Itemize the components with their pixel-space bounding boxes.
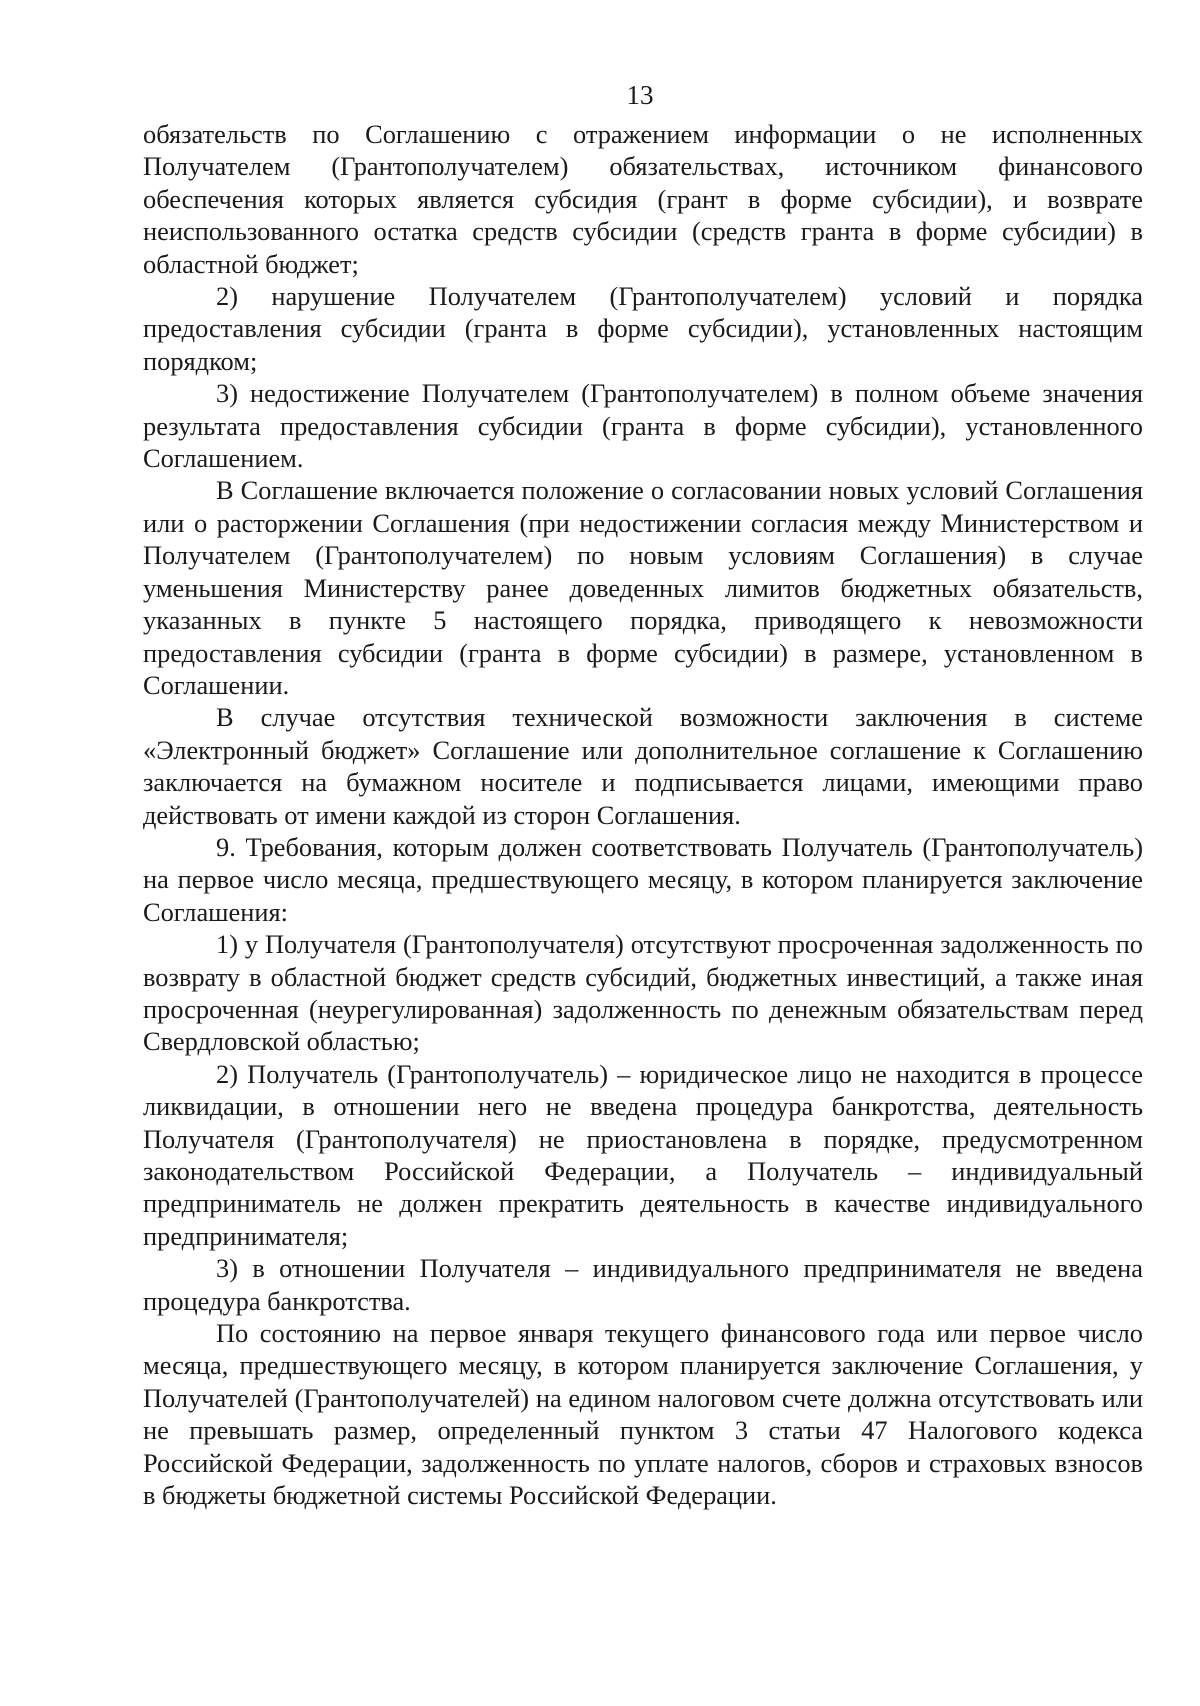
paragraph-requirement-3: 3) в отношении Получателя – индивидуального предпринимателя не введена процедура банкротства. [143, 1253, 1143, 1316]
document-body [143, 118, 1143, 1511]
paragraph-section-9: 9. Требования, которым должен соответствовать Получатель (Грантополучатель) на первое число месяца, предшествующего месяцу, в котором планируется заключение Соглашения: [143, 831, 1143, 927]
paragraph-item-2: 2) нарушение Получателем (Грантополучателем) условий и порядка предоставления субсидии (гранта в форме субсидии), установленных настоящим порядком; [143, 281, 1143, 376]
paragraph-requirement-1: 1) у Получателя (Грантополучателя) отсутствуют просроченная задолженность по возврату в областной бюджет средств субсидий, бюджетных инвестиций, а также иная просроченная (неурегулированная) задолженность по денежным обязательствам перед Свердловской областью; [143, 929, 1143, 1057]
paragraph-agreement-terms: В Соглашение включается положение о согласовании новых условий Соглашения или о расторжении Соглашения (при недостижении согласия между Министерством и Получателем (Грантополучателем) по новым условиям Соглашения) в случае уменьшения Министерству ранее доведенных лимитов бюджетных обязательств, указанных в пункте 5 настоящего порядка, приводящего к невозможности предоставления субсидии (гранта в форме субсидии) в размере, установленном в Соглашении. [143, 475, 1143, 700]
paragraph-paper-agreement: В случае отсутствия технической возможности заключения в системе «Электронный бюджет» Соглашение или дополнительное соглашение к Соглашению заключается на бумажном носителе и подписывается лицами, имеющими право действовать от имени каждой из сторон Соглашения. [143, 702, 1143, 830]
paragraph-tax-debt: По состоянию на первое января текущего финансового года или первое число месяца, предшествующего месяцу, в котором планируется заключение Соглашения, у Получателей (Грантополучателей) на едином налоговом счете должна отсутствовать или не превышать размер, определенный пунктом 3 статьи 47 Налогового кодекса Российской Федерации, задолженность по уплате налогов, сборов и страховых взносов в бюджеты бюджетной системы Российской Федерации. [143, 1318, 1143, 1511]
page-number: 13 [626, 80, 654, 110]
paragraph-item-3: 3) недостижение Получателем (Грантополучателем) в полном объеме значения результата предоставления субсидии (гранта в форме субсидии), установленного Соглашением. [143, 378, 1143, 474]
paragraph-continuation: обязательств по Соглашению с отражением информации о не исполненных Получателем (Грантополучателем) обязательствах, источником финансового обеспечения которых является субсидия (грант в форме субсидии), и возврате неиспользованного остатка средств субсидии (средств гранта в форме субсидии) в областной бюджет; [143, 119, 1143, 279]
paragraph-requirement-2: 2) Получатель (Грантополучатель) – юридическое лицо не находится в процессе ликвидации, в отношении него не введена процедура банкротства, деятельность Получателя (Грантополучателя) не приостановлена в порядке, предусмотренном законодательством Российской Федерации, а Получатель – индивидуальный предприниматель не должен прекратить деятельность в качестве индивидуального предпринимателя; [143, 1058, 1143, 1251]
